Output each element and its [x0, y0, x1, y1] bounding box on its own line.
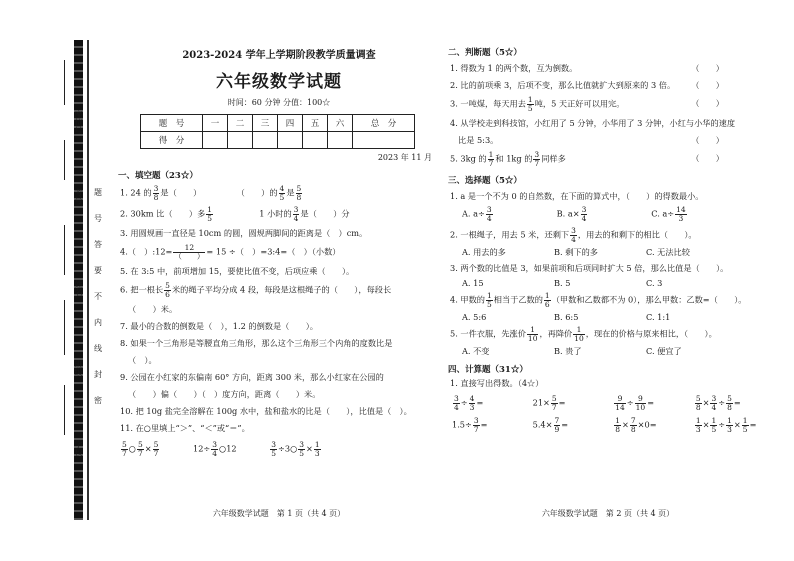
- section-fill-heading: 一、填空题（23☆）: [118, 171, 198, 181]
- question-1-4: 4.（ ）:12= $\frac{12}{( )}$ = 15 ÷（ ）=3:4=（ ）（小数）: [120, 243, 341, 261]
- choice-question-1: 1. a 是一个不为 0 的自然数，在下面的算式中，（ ）的得数最小。: [450, 191, 704, 201]
- section-choice-heading: 三、选择题（5☆）: [448, 176, 522, 186]
- footer-page-2: 六年级数学试题 第 2 页（共 4 页）: [541, 509, 675, 518]
- score-row-label: 得 分: [141, 132, 203, 149]
- binding-strip: [60, 40, 110, 520]
- seal-mark: 不: [94, 292, 102, 301]
- fraction: $\frac{3}{4}$: [293, 205, 299, 223]
- question-1-11-items: [120, 441, 440, 458]
- score-cell[interactable]: [353, 132, 415, 149]
- calc-item: 21× $\frac{5}{7}$ =: [532, 394, 566, 412]
- question-1-10: 10. 把 10g 盐完全溶解在 100g 水中，盐和盐水的比是（ ），比值是（ ）。: [120, 406, 412, 416]
- page-1: [118, 38, 440, 523]
- class-line: [64, 300, 65, 355]
- score-header-cell: 六: [328, 115, 353, 132]
- calc-item: $\frac{1}{8}$ × $\frac{7}{8}$ ×0=: [615, 416, 657, 434]
- question-1-9: 9. 公园在小红家的东偏南 60° 方向，距离 300 米，那么小红家在公园的: [120, 372, 384, 382]
- exam-title: 2023-2024 学年上学期阶段教学质量调查: [182, 50, 376, 61]
- name-label: 姓名: [74, 280, 83, 296]
- seal-mark: 封: [94, 370, 102, 379]
- question-1-3: 3. 用圆规画一直径是 10cm 的圆，圆规两脚间的距离是（ ）cm。: [120, 228, 368, 238]
- score-value-row: [141, 132, 415, 149]
- compare-item-3: $\frac{3}{5}$ ÷3○ $\frac{3}{5}$ × $\frac{1}{3}$: [271, 440, 320, 458]
- school-label: 学校: [74, 440, 83, 456]
- choice-question-3: 3. 两个数的比值是 3，如果前项和后项同时扩大 5 倍，那么比值是（ ）。: [450, 263, 729, 273]
- calc-row-1: [452, 395, 768, 412]
- exam-info: 时间：60 分钟 分值：100☆: [227, 98, 331, 107]
- score-header-cell: 一: [202, 115, 227, 132]
- score-cell[interactable]: [303, 132, 328, 149]
- calc-subheading: 1. 直接写出得数。（4☆）: [450, 378, 544, 388]
- score-header-cell: 三: [252, 115, 277, 132]
- seal-mark: 号: [94, 214, 102, 223]
- fraction: $\frac{1}{5}$: [207, 205, 213, 223]
- compare-item-2: 12÷ $\frac{3}{4}$ ○12: [192, 440, 237, 458]
- judge-question-5: 5. 3kg 的 $\frac{1}{7}$ 和 1kg 的 $\frac{3}{7}$ 同样多 （ ）: [450, 150, 724, 168]
- question-1-7: 7. 最小的合数的倒数是（ ），1.2 的倒数是（ ）。: [120, 321, 318, 331]
- choice-question-4: 4. 甲数的 $\frac{1}{5}$ 相当于乙数的 $\frac{1}{6}$ （甲数和乙数都不为 0），那么甲数：乙数=（ ）。: [450, 291, 747, 309]
- seat-label: 座位号: [74, 110, 83, 134]
- school-line: [64, 385, 65, 435]
- exam-date: 2023 年 11 月: [377, 153, 432, 162]
- calc-item: $\frac{9}{14}$ ÷ $\frac{9}{10}$ =: [615, 394, 655, 412]
- score-cell[interactable]: [227, 132, 252, 149]
- exam-no-line: [64, 140, 65, 180]
- choice-question-2: 2. 一根绳子，用去 5 米，还剩下 $\frac{3}{4}$ ，用去的和剩下的相比（ ）。: [450, 226, 697, 244]
- fraction: $\frac{12}{( )}$: [174, 243, 205, 261]
- judge-question-4-cont: 比是 5:3。 （ ）: [458, 135, 724, 145]
- calc-row-2: [452, 417, 768, 434]
- score-header-cell: 二: [227, 115, 252, 132]
- name-line: [64, 225, 65, 275]
- score-cell[interactable]: [252, 132, 277, 149]
- seal-mark: 答: [94, 240, 102, 249]
- fraction: $\frac{3}{8}$: [153, 184, 159, 202]
- calc-item: $\frac{3}{4}$ ÷ $\frac{4}{3}$ =: [454, 394, 484, 412]
- page-2: [448, 38, 768, 523]
- judge-question-2: 2. 比的前项乘 3，后项不变，那么比值就扩大到原来的 3 倍。 （ ）: [450, 80, 724, 90]
- fraction: $\frac{5}{8}$: [296, 184, 302, 202]
- score-cell[interactable]: [202, 132, 227, 149]
- fraction: $\frac{5}{6}$: [165, 281, 170, 299]
- calc-item: 5.4× $\frac{7}{9}$ =: [532, 416, 569, 434]
- calc-item: $\frac{1}{3}$ × $\frac{1}{5}$ ÷ $\frac{1}{3}$ × $\frac{1}{5}$ =: [695, 416, 757, 434]
- score-header-cell: 五: [303, 115, 328, 132]
- footer-page-1: 六年级数学试题 第 1 页（共 4 页）: [212, 509, 346, 518]
- judge-question-4: 4. 从学校走到科技馆，小红用了 5 分钟，小华用了 3 分钟，小红与小华的速度: [450, 118, 736, 128]
- calc-item: $\frac{5}{8}$ × $\frac{3}{4}$ ÷ $\frac{5}{8}$ =: [695, 394, 741, 412]
- choice-question-5: 5. 一件衣服，先涨价 $\frac{1}{10}$ ，再降价 $\frac{1}{10}$ ，现在的价格与原来相比，（ ）。: [450, 325, 717, 343]
- seal-mark: 密: [94, 396, 102, 405]
- section-calc-heading: 四、计算题（31☆）: [448, 365, 528, 375]
- score-header-cell: 题 号: [141, 115, 203, 132]
- question-1-9-cont: （ ）偏（ ）（ ）度方向，距离（ ）米。: [128, 389, 321, 399]
- seal-mark: 要: [94, 266, 102, 275]
- choice-options-4: A. 5:6 B. 6:5 C. 1:1: [462, 312, 671, 322]
- seal-mark: 内: [94, 318, 102, 327]
- judge-question-3: 3. 一吨煤，每天用去 $\frac{1}{5}$ 吨，5 天正好可以用完。 （ ）: [450, 95, 724, 113]
- choice-options-5: A. 不变 B. 贵了 C. 便宜了: [462, 346, 682, 356]
- score-cell[interactable]: [328, 132, 353, 149]
- binding-thin-line: [87, 40, 89, 520]
- score-header-cell: 总 分: [353, 115, 415, 132]
- compare-item-1: $\frac{5}{7}$ ○ $\frac{5}{7}$ × $\frac{5}{7}$: [122, 440, 159, 458]
- choice-options-2: A. 用去的多 B. 剩下的多 C. 无法比较: [462, 247, 690, 257]
- judge-question-1: 1. 得数为 1 的两个数，互为倒数。 （ ）: [450, 63, 724, 73]
- seal-mark: 题: [94, 188, 102, 197]
- question-1-8-cont: （ ）。: [128, 355, 157, 365]
- fraction: $\frac{4}{5}$: [279, 184, 285, 202]
- calc-item: 1.5÷ $\frac{3}{7}$ =: [452, 416, 488, 434]
- exam-no-label: 考号: [74, 188, 83, 204]
- question-1-6-cont: （ ）米。: [128, 304, 178, 314]
- class-label: 班级: [74, 360, 83, 376]
- choice-options-3: A. 15 B. 5 C. 3: [462, 278, 663, 288]
- choice-options-1: A. a÷ $\frac{3}{4}$ B. a× $\frac{3}{4}$ C. a÷ $\frac{14}{3}$: [462, 205, 686, 223]
- seal-mark: 线: [94, 344, 102, 353]
- score-cell[interactable]: [277, 132, 302, 149]
- section-judge-heading: 二、判断题（5☆）: [448, 48, 522, 58]
- seat-line: [64, 60, 65, 105]
- question-1-2: 2. 30km 比（ ）多 $\frac{1}{5}$ 1 小时的 $\frac{3}{4}$ 是（ ）分: [120, 205, 350, 223]
- question-1-11: 11. 在○里填上“＞”、“＜”或“＝”。: [120, 423, 250, 433]
- question-1-6: 6. 把一根长 $\frac{5}{6}$ 米的绳子平均分成 4 段，每段是这根绳子的（ ），每段长: [120, 281, 392, 299]
- question-1-5: 5. 在 3:5 中，前项增加 15，要使比值不变，后项应乘（ ）。: [120, 266, 355, 276]
- score-table: [140, 114, 415, 149]
- question-1-8: 8. 如果一个三角形是等腰直角三角形，那么这个三角形三个内角的度数比是: [120, 338, 393, 348]
- score-header-row: [141, 115, 415, 132]
- score-header-cell: 四: [277, 115, 302, 132]
- subject-title: 六年级数学试题: [216, 72, 342, 92]
- question-1-1: 1. 24 的 $\frac{3}{8}$ 是（ ） （ ）的 $\frac{4}{5}$ 是 $\frac{5}{8}$: [120, 184, 302, 202]
